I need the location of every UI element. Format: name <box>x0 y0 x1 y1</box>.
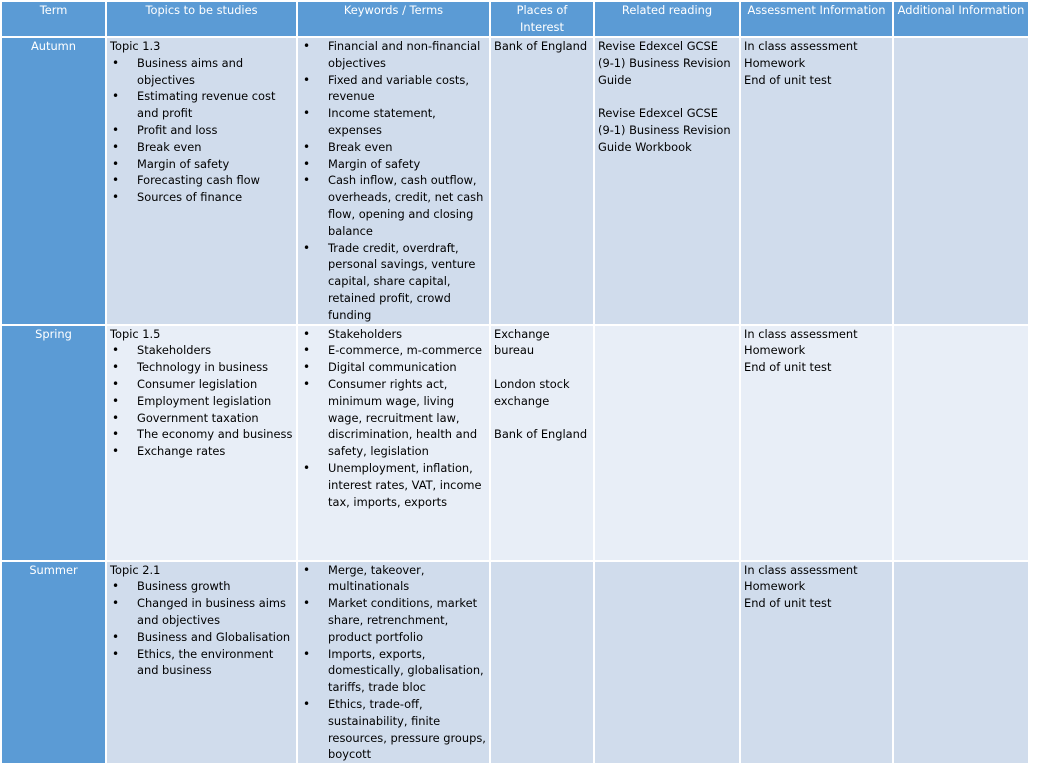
assessment-cell <box>740 561 893 765</box>
keywords-cell <box>297 561 490 765</box>
topic-item: • Profit and loss <box>110 122 293 139</box>
header-row <box>1 1 1029 37</box>
header-term: Term <box>1 1 106 37</box>
place-item: London stock exchange <box>494 376 570 408</box>
reading-cell <box>594 37 740 325</box>
topic-list <box>110 55 293 206</box>
topic-title: Topic 1.5 <box>110 326 161 341</box>
keyword-item: • Ethics, trade-off, sustainability, finite resources, pressure groups, boycott <box>301 696 486 763</box>
assessment-item: End of unit test <box>744 360 832 375</box>
topic-list <box>110 342 293 460</box>
topic-item: • Business growth <box>110 578 293 595</box>
keyword-item: • Income statement, expenses <box>301 105 486 139</box>
keyword-item: • E-commerce, m-commerce <box>301 342 486 359</box>
keywords-cell <box>297 325 490 561</box>
topic-item: • The economy and business <box>110 426 293 443</box>
assessment-item: In class assessment <box>744 562 858 577</box>
keyword-item: • Break even <box>301 139 486 156</box>
places-cell <box>490 561 594 765</box>
keywords-cell <box>297 37 490 325</box>
keyword-list <box>301 38 486 324</box>
topic-item: • Stakeholders <box>110 342 293 359</box>
keyword-item: • Fixed and variable costs, revenue <box>301 72 486 106</box>
keyword-item: • Margin of safety <box>301 156 486 173</box>
place-item: Bank of England <box>494 427 588 442</box>
topic-item: • Technology in business <box>110 359 293 376</box>
topic-title: Topic 1.3 <box>110 39 161 53</box>
topic-item: • Estimating revenue cost and profit <box>110 88 293 122</box>
table-row-autumn <box>1 37 1029 325</box>
places-cell <box>490 325 594 561</box>
topic-item: • Business aims and objectives <box>110 55 293 89</box>
assessment-item: End of unit test <box>744 596 832 611</box>
topic-item: • Employment legislation <box>110 393 293 410</box>
keyword-item: • Imports, exports, domestically, globalisation, tariffs, trade bloc <box>301 646 486 696</box>
topic-item: • Consumer legislation <box>110 376 293 393</box>
topic-item: • Government taxation <box>110 410 293 427</box>
assessment-item: In class assessment <box>744 39 858 53</box>
assessment-item: Homework <box>744 579 806 594</box>
keyword-item: • Market conditions, market share, retrenchment, product portfolio <box>301 595 486 645</box>
reading-item: Revise Edexcel GCSE (9-1) Business Revision Guide <box>598 39 731 87</box>
reading-item: Revise Edexcel GCSE (9-1) Business Revision Guide Workbook <box>598 106 731 154</box>
topics-cell <box>106 325 297 561</box>
term-cell: Summer <box>1 561 106 765</box>
additional-cell <box>893 325 1029 561</box>
term-cell: Autumn <box>1 37 106 325</box>
term-cell: Spring <box>1 325 106 561</box>
header-keywords: Keywords / Terms <box>297 1 490 37</box>
places-cell <box>490 37 594 325</box>
reading-cell <box>594 325 740 561</box>
topic-title: Topic 2.1 <box>110 562 161 577</box>
place-item: Exchange bureau <box>494 326 550 358</box>
additional-cell <box>893 37 1029 325</box>
header-places: Places of Interest <box>490 1 594 37</box>
header-reading: Related reading <box>594 1 740 37</box>
topic-list <box>110 578 293 679</box>
assessment-item: Homework <box>744 55 806 70</box>
topics-cell <box>106 37 297 325</box>
keyword-item: • Unemployment, inflation, interest rates, VAT, income tax, imports, exports <box>301 460 486 510</box>
topic-item: • Forecasting cash flow <box>110 172 293 189</box>
additional-cell <box>893 561 1029 765</box>
topic-item: • Business and Globalisation <box>110 629 293 646</box>
keyword-item: • Cash inflow, cash outflow, overheads, credit, net cash flow, opening and closing balance <box>301 172 486 239</box>
topics-cell <box>106 561 297 765</box>
assessment-item: Homework <box>744 343 806 358</box>
header-topics: Topics to be studies <box>106 1 297 37</box>
keyword-item: • Merge, takeover, multinationals <box>301 562 486 596</box>
place-item: Bank of England <box>494 39 588 53</box>
table-row-spring <box>1 325 1029 561</box>
keyword-list <box>301 326 486 511</box>
assessment-cell <box>740 325 893 561</box>
assessment-cell <box>740 37 893 325</box>
keyword-item: • Financial and non-financial objectives <box>301 38 486 72</box>
topic-item: • Changed in business aims and objectives <box>110 595 293 629</box>
topic-item: • Exchange rates <box>110 443 293 460</box>
table-row-summer <box>1 561 1029 765</box>
keyword-list <box>301 562 486 764</box>
keyword-item: • Digital communication <box>301 359 486 376</box>
topic-item: • Ethics, the environment and business <box>110 646 293 680</box>
assessment-item: End of unit test <box>744 72 832 87</box>
topic-item: • Break even <box>110 139 293 156</box>
topic-item: • Margin of safety <box>110 156 293 173</box>
keyword-item: • Trade credit, overdraft, personal savings, venture capital, share capital, retained profit, crowd funding <box>301 240 486 324</box>
keyword-item: • Consumer rights act, minimum wage, living wage, recruitment law, discrimination, health and safety, legislation <box>301 376 486 460</box>
reading-cell <box>594 561 740 765</box>
keyword-item: • Stakeholders <box>301 326 486 343</box>
topic-item: • Sources of finance <box>110 189 293 206</box>
header-assessment: Assessment Information <box>740 1 893 37</box>
header-additional: Additional Information <box>893 1 1029 37</box>
assessment-item: In class assessment <box>744 326 858 341</box>
